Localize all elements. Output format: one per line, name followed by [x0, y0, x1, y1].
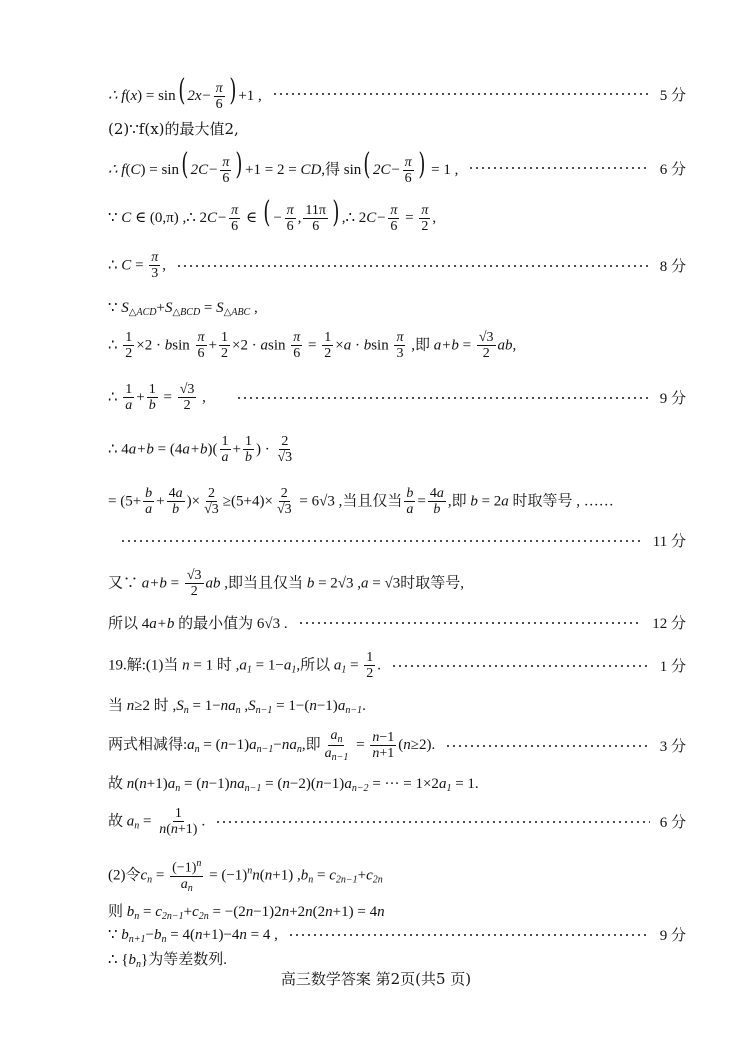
- leader-dots: [445, 745, 650, 747]
- line-7: [108, 330, 686, 362]
- line-15: [108, 694, 686, 716]
- formula-render: 则 $b_n = c_{2n-1}+c_{2n} = -(2n-1)2n+2n(2n+1) = 4n$: [108, 904, 385, 922]
- formula-render: ∴ $\frac{1}{a}$ + $\frac{1}{b}$ = $\frac{√3}{2}$ ,: [108, 382, 206, 414]
- formula-render: 又∵ a+b = $\frac{√3}{2}$ ab ,即当且仅当 b = 2√3 ,a = √3时取等号,: [108, 568, 464, 600]
- line-10: [108, 486, 686, 518]
- formula-render: 当 n≥2 时 $,S_n = 1-na_n$ $,S_{n-1} = 1-(n-1)a_{n-1}$.: [108, 698, 366, 716]
- formula-render: 故 $a_n$ = $\frac{1}{n(n+1)}$ .: [108, 806, 206, 838]
- score: 6 分: [659, 161, 686, 178]
- line-22: [108, 948, 686, 970]
- line-16: [108, 728, 686, 763]
- leader-dots: [298, 622, 643, 624]
- line-20: [108, 900, 686, 922]
- line-5: [108, 250, 686, 282]
- formula-render: ∴ f(C) = sin( 2C− $\frac{\pi}{6}$ ) +1 = 2 = CD,得 sin( 2C− $\frac{\pi}{6}$ ) = 1 ,: [108, 147, 459, 187]
- leader-dots: [272, 93, 650, 95]
- formula-render: ∵ $S_{\triangle ACD}+S_{\triangle BCD} = S_{\triangle ABC}$ ,: [108, 300, 258, 318]
- line-14: [108, 650, 686, 682]
- leader-dots: [215, 821, 650, 823]
- page-footer: 高三数学答案 第2页(共5 页): [280, 970, 472, 988]
- leader-dots: [468, 167, 649, 169]
- leader-dots: [176, 265, 650, 267]
- line-13: [108, 612, 686, 633]
- formula-render: ∴ C = $\frac{\pi}{3}$ ,: [108, 250, 167, 282]
- line-1: [108, 73, 686, 113]
- line-8: [108, 382, 686, 414]
- score: 5 分: [659, 87, 686, 104]
- line-19: [108, 858, 686, 894]
- score: 11 分: [652, 534, 686, 550]
- formula-render: ∴ $\frac{1}{2}$ ×2 · bsin $\frac{\pi}{6}$ + $\frac{1}{2}$ ×2 · asin $\frac{\pi}{6}$ = $\frac{1}{2}$ ×a · bsin $\frac{\pi}{3}$ ,即 a+b = $\frac{√3}{2}$ ab,: [108, 330, 517, 362]
- line-3: [108, 147, 686, 187]
- leader-dots: [391, 665, 650, 667]
- formula-render: ∴ f(x) = sin( 2x− $\frac{\pi}{6}$ ) +1 ,: [108, 73, 262, 113]
- formula-render: ∴ 4a+b = (4a+b)( $\frac{1}{a}$ + $\frac{1}{b}$ ) · $\frac{2}{√3}$: [108, 434, 293, 466]
- line-11: [120, 530, 686, 551]
- line-4: [108, 195, 686, 235]
- line-9: [108, 434, 686, 466]
- formula-render: ∴ $\{b_n\}$为等差数列.: [108, 952, 227, 970]
- text: (2)∵f(x)的最大值2,: [108, 120, 239, 138]
- score: 9 分: [659, 928, 686, 944]
- line-6: [108, 298, 686, 318]
- score: 12 分: [652, 616, 686, 632]
- formula-render: 19.解:(1)当 n = 1 时 $,a_1 = 1-a_1$,所以 $a_1$ = $\frac{1}{2}$ .: [108, 650, 382, 682]
- line-12: [108, 568, 686, 600]
- score: 8 分: [659, 259, 686, 276]
- formula-render: (2)令$c_n$ = $\frac{(-1)^n}{a_n}$ = $(-1)^nn(n+1) ,b_n = c_{2n-1}+c_{2n}$: [108, 858, 383, 895]
- formula-render: 两式相减得$:a_n = (n-1)a_{n-1}-na_n$,即 $\frac{a_n}{a_{n-1}}$ = $\frac{n-1}{n+1}$ (n≥2).: [108, 728, 436, 763]
- line-18: [108, 806, 686, 838]
- line-21: [108, 924, 686, 945]
- line-2: [108, 118, 686, 139]
- leader-dots: [236, 397, 650, 399]
- formula-render: ∵ $b_{n+1}-b_n = 4(n+1)-4n = 4$ ,: [108, 926, 278, 945]
- score: 3 分: [659, 739, 686, 755]
- score: 6 分: [659, 815, 686, 832]
- formula-render: 所以 4a+b 的最小值为 6√3 .: [108, 616, 288, 632]
- formula-render: = (5+ $\frac{b}{a}$ + $\frac{4a}{b}$ )× $\frac{2}{√3}$ ≥(5+4)× $\frac{2}{√3}$ = 6√3 ,当且仅当 $\frac{b}{a}$ = $\frac{4a}{b}$ ,即 b = 2a 时取等号 , ……: [108, 486, 614, 518]
- formula-render: 故 $n(n+1)a_n = (n-1)na_{n-1} = (n-2)(n-1)a_{n-2}$ = ··· = $1\times 2a_1 = 1$.: [108, 776, 479, 794]
- line-17: [108, 772, 686, 794]
- leader-dots: [288, 934, 650, 936]
- score: 9 分: [659, 391, 686, 408]
- formula-render: ∵ C ∈ (0,π) ,∴ 2C− $\frac{\pi}{6}$ ∈ ( − $\frac{\pi}{6}$ , $\frac{11\pi}{6}$ ) ,∴ 2C− $\frac{\pi}{6}$ = $\frac{\pi}{2}$ ,: [108, 195, 437, 235]
- leader-dots: [120, 540, 643, 542]
- score: 1 分: [659, 659, 686, 676]
